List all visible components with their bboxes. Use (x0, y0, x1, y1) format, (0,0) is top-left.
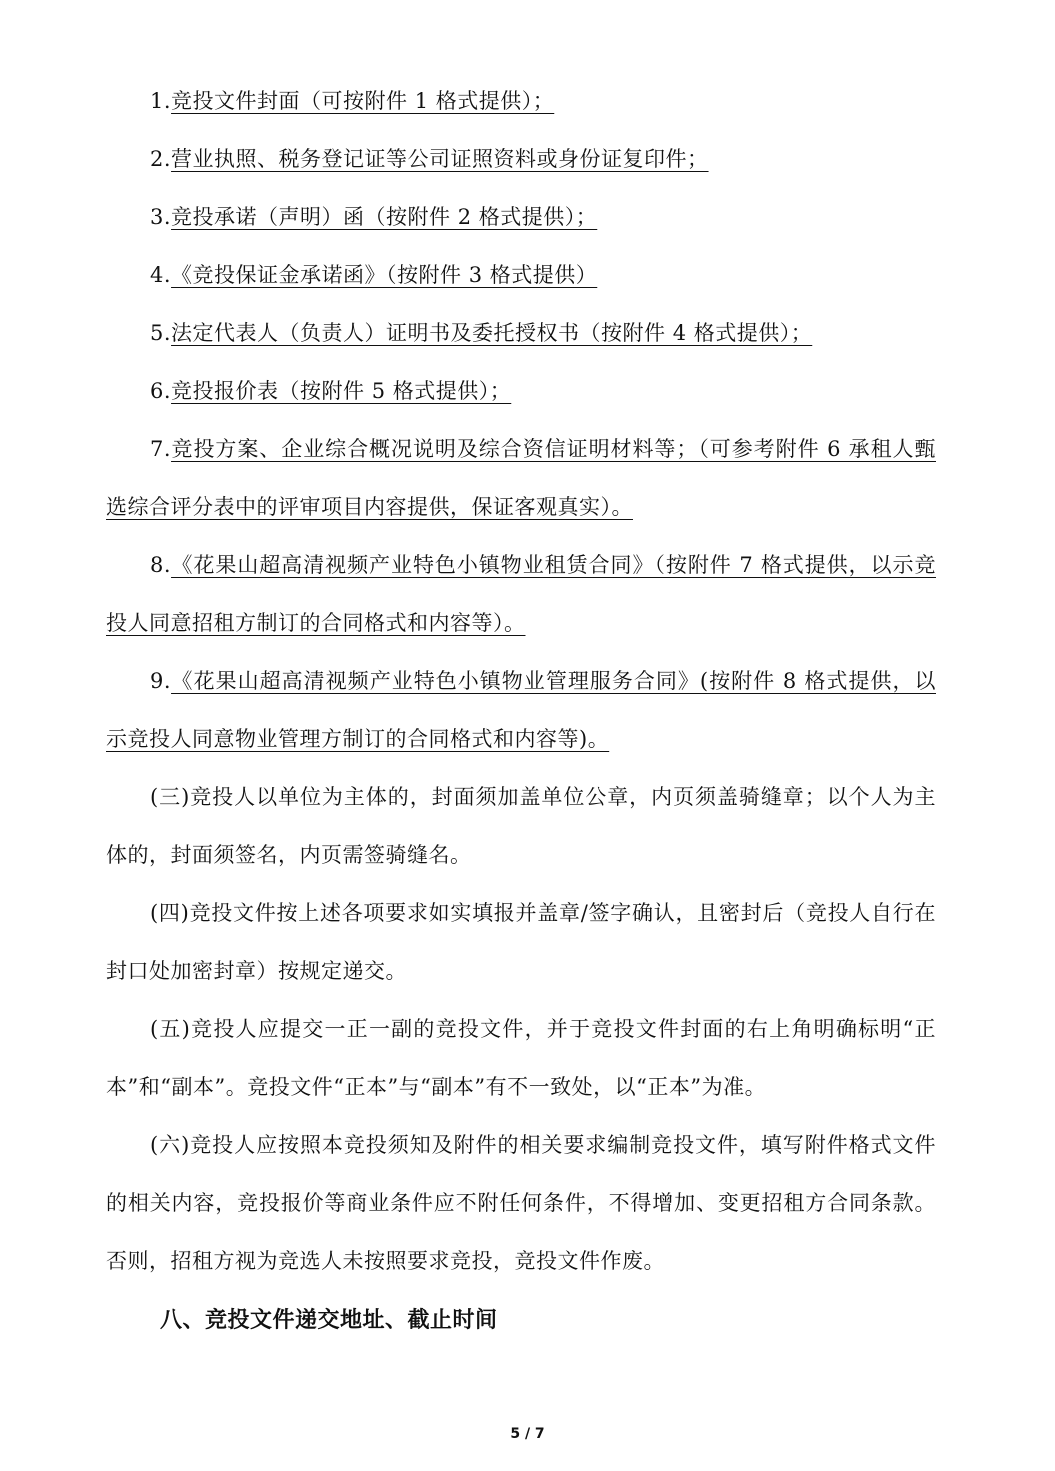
list-item-text: 竞投文件封面（可按附件 1 格式提供）； (171, 89, 555, 113)
paragraph-5: (五)竞投人应提交一正一副的竞投文件，并于竞投文件封面的右上角明确标明“正本”和“副本”。竞投文件“正本”与“副本”有不一致处，以“正本”为准。 (106, 1017, 936, 1099)
list-item-text: 竞投承诺（声明）函（按附件 2 格式提供）； (171, 205, 598, 229)
list-item-text: 《花果山超高清视频产业特色小镇物业管理服务合同》(按附件 8 格式提供，以示竞投人同意物业管理方制订的合同格式和内容等)。 (106, 669, 936, 751)
paragraph-6: (六)竞投人应按照本竞投须知及附件的相关要求编制竞投文件，填写附件格式文件的相关内容，竞投报价等商业条件应不附任何条件，不得增加、变更招租方合同条款。否则，招租方视为竞选人未按照要求竞投，竞投文件作废。 (106, 1133, 936, 1273)
page-number: 5 / 7 (510, 1426, 545, 1442)
list-item-5: 5.法定代表人（负责人）证明书及委托授权书（按附件 4 格式提供）； (150, 321, 813, 345)
list-item-3: 3.竞投承诺（声明）函（按附件 2 格式提供）； (150, 205, 598, 229)
list-item-4: 4.《竞投保证金承诺函》（按附件 3 格式提供） (150, 263, 598, 287)
list-item-8: 8.《花果山超高清视频产业特色小镇物业租赁合同》（按附件 7 格式提供，以示竞投人同意招租方制订的合同格式和内容等）。 (106, 553, 936, 635)
section-heading: 八、竞投文件递交地址、截止时间 (160, 1308, 498, 1333)
list-item-text: 竞投方案、企业综合概况说明及综合资信证明材料等；（可参考附件 6 承租人甄选综合评分表中的评审项目内容提供，保证客观真实）。 (106, 437, 936, 519)
document-body (106, 72, 936, 1350)
list-item-text: 《花果山超高清视频产业特色小镇物业租赁合同》（按附件 7 格式提供，以示竞投人同意招租方制订的合同格式和内容等）。 (106, 553, 936, 635)
paragraph-4: (四)竞投文件按上述各项要求如实填报并盖章/签字确认，且密封后（竞投人自行在封口处加密封章）按规定递交。 (106, 901, 936, 983)
list-item-9: 9.《花果山超高清视频产业特色小镇物业管理服务合同》(按附件 8 格式提供，以示竞投人同意物业管理方制订的合同格式和内容等)。 (106, 669, 936, 751)
list-item-1: 1.竞投文件封面（可按附件 1 格式提供）； (150, 89, 555, 113)
list-item-2: 2.营业执照、税务登记证等公司证照资料或身份证复印件； (150, 147, 709, 171)
list-item-text: 《竞投保证金承诺函》（按附件 3 格式提供） (171, 263, 598, 287)
list-item-text: 营业执照、税务登记证等公司证照资料或身份证复印件； (171, 147, 709, 171)
list-item-text: 竞投报价表（按附件 5 格式提供）； (171, 379, 512, 403)
list-item-text: 法定代表人（负责人）证明书及委托授权书（按附件 4 格式提供）； (171, 321, 813, 345)
list-item-6: 6.竞投报价表（按附件 5 格式提供）； (150, 379, 512, 403)
paragraph-3: (三)竞投人以单位为主体的，封面须加盖单位公章，内页须盖骑缝章；以个人为主体的，封面须签名，内页需签骑缝名。 (106, 785, 936, 867)
list-item-7: 7.竞投方案、企业综合概况说明及综合资信证明材料等；（可参考附件 6 承租人甄选综合评分表中的评审项目内容提供，保证客观真实）。 (106, 437, 936, 519)
